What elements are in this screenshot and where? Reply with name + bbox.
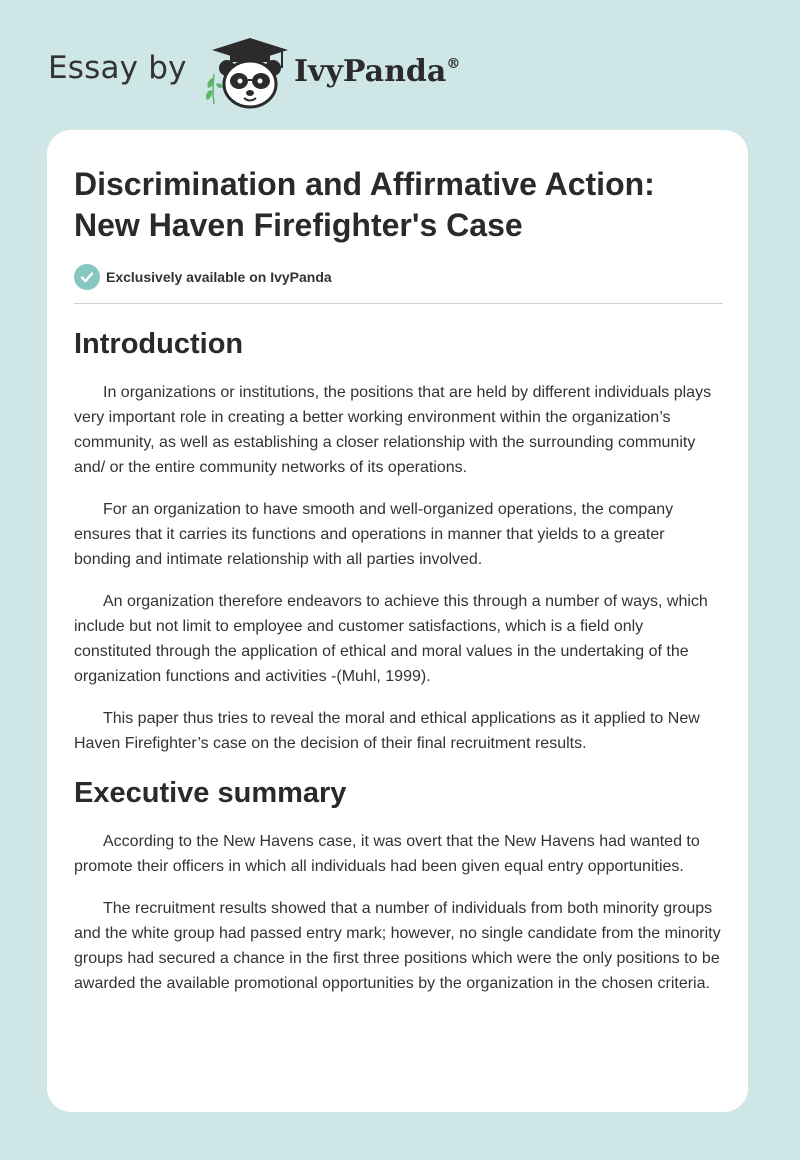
paragraph: An organization therefore endeavors to achieve this through a number of ways, which include but not limit to employee and customer satisfactions, which is a field only constituted through the application of ethical and moral values in the undertaking of the organization functions and activities -(Muhl, 1999). [74, 593, 708, 685]
site-header [0, 0, 800, 130]
paragraph: According to the New Havens case, it was overt that the New Havens had wanted to promote their officers in which all individuals had been given equal entry opportunities. [74, 833, 700, 875]
title-line-1: Discrimination and Affirmative Action: [74, 166, 655, 202]
essay-body [74, 324, 724, 996]
divider [74, 303, 723, 304]
panda-logo-icon[interactable] [200, 34, 292, 110]
essay-by-text: Essay by [48, 50, 187, 86]
page-title [74, 164, 714, 246]
paragraph: The recruitment results showed that a number of individuals from both minority groups and the white group had passed entry mark; however, no single candidate from the minority groups had secured a chance in the first three positions which were the only positions to be awarded the available promotional opportunities by the organization in the chosen criteria. [74, 900, 721, 992]
title-line-2: New Haven Firefighter's Case [74, 207, 523, 243]
essay-card [47, 130, 748, 1112]
paragraph: This paper thus tries to reveal the moral and ethical applications as it applied to New Haven Firefighter’s case on the decision of their final recruitment results. [74, 710, 700, 752]
badge-label: Exclusively available on IvyPanda [106, 269, 332, 285]
brand-name[interactable]: IvyPanda® [294, 54, 461, 89]
section-heading-executive-summary: Executive summary [74, 777, 347, 809]
exclusive-badge [74, 263, 332, 291]
paragraph: For an organization to have smooth and well-organized operations, the company ensures that it carries its functions and operations in manner that yields to a greater bonding and intimate relationship with all parties involved. [74, 501, 674, 568]
checkmark-icon [74, 264, 100, 290]
section-heading-introduction: Introduction [74, 328, 244, 360]
paragraph: In organizations or institutions, the positions that are held by different individuals plays very important role in creating a better working environment within the organization’s community, as well as establishing a closer relationship with the surrounding community and/ or the entire community networks of its operations. [74, 384, 712, 476]
